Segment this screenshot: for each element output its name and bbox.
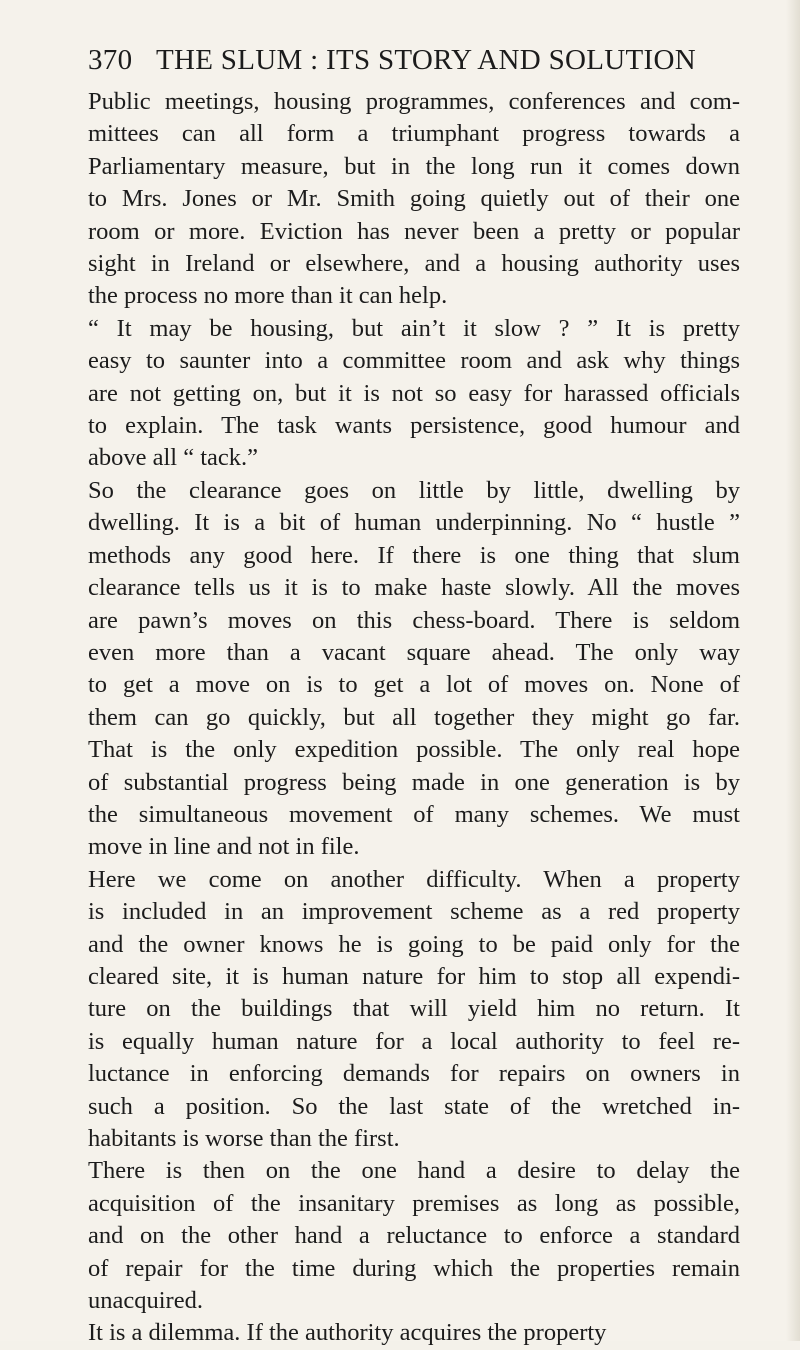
text-line: There is then on the one hand a desire to delay the <box>88 1157 740 1185</box>
text-line: methods any good here. If there is one thing that slum <box>88 541 740 569</box>
text-line: the process no more than it can help. <box>88 282 448 310</box>
paragraph <box>88 313 740 475</box>
text-line: and on the other hand a reluctance to enforce a standard <box>88 1222 740 1250</box>
text-line: room or more. Eviction has never been a pretty or popular <box>88 217 740 245</box>
text-line: above all “ tack.” <box>88 444 259 472</box>
text-line: Here we come on another difficulty. When a property <box>88 865 740 893</box>
text-line: to explain. The task wants persistence, good humour and <box>88 412 740 440</box>
text-line: luctance in enforcing demands for repairs on owners in <box>88 1060 740 1088</box>
running-header <box>88 44 748 84</box>
text-line: dwelling. It is a bit of human underpinning. No “ hustle ” <box>88 509 740 537</box>
text-line: are pawn’s moves on this chess-board. There is seldom <box>88 606 740 634</box>
text-line: to get a move on is to get a lot of moves on. None of <box>88 671 740 699</box>
text-line: unacquired. <box>88 1287 203 1315</box>
paragraph <box>88 864 740 1156</box>
text-line: cleared site, it is human nature for him to stop all expendi- <box>88 962 740 990</box>
paragraph <box>88 1155 740 1317</box>
text-line: So the clearance goes on little by little, dwelling by <box>88 476 740 504</box>
text-line: “ It may be housing, but ain’t it slow ? ” It is pretty <box>88 314 740 342</box>
text-line: of substantial progress being made in one generation is by <box>88 768 740 796</box>
body-text <box>88 86 740 1350</box>
text-line: It is a dilemma. If the authority acquires the property <box>88 1319 607 1347</box>
text-line: That is the only expedition possible. The only real hope <box>88 736 740 764</box>
paragraph <box>88 1317 740 1349</box>
text-line: even more than a vacant square ahead. The only way <box>88 638 740 666</box>
page-edge-shadow <box>786 0 800 1341</box>
text-line: acquisition of the insanitary premises as long as possible, <box>88 1189 740 1217</box>
text-line: ture on the buildings that will yield him no return. It <box>88 995 740 1023</box>
text-line: clearance tells us it is to make haste slowly. All the moves <box>88 574 740 602</box>
text-line: such a position. So the last state of the wretched in- <box>88 1092 740 1120</box>
text-line: and the owner knows he is going to be paid only for the <box>88 930 740 958</box>
text-line: is equally human nature for a local authority to feel re- <box>88 1027 740 1055</box>
text-line: habitants is worse than the first. <box>88 1125 400 1152</box>
text-line: of repair for the time during which the properties remain <box>88 1254 740 1282</box>
running-title: THE SLUM : ITS STORY AND SOLUTION <box>155 44 696 76</box>
paragraph <box>88 475 740 864</box>
text-line: to Mrs. Jones or Mr. Smith going quietly out of their one <box>88 185 740 213</box>
text-line: Parliamentary measure, but in the long run it comes down <box>88 152 740 180</box>
text-line: easy to saunter into a committee room and ask why things <box>88 347 740 375</box>
text-line: mittees can all form a triumphant progress towards a <box>88 120 740 148</box>
page-number: 370 <box>88 44 133 76</box>
paragraph <box>88 86 740 313</box>
text-line: the simultaneous movement of many schemes. We must <box>88 800 740 828</box>
text-line: them can go quickly, but all together they might go far. <box>88 703 740 731</box>
text-line: Public meetings, housing programmes, conferences and com- <box>88 88 740 115</box>
text-line: sight in Ireland or elsewhere, and a housing authority uses <box>88 250 740 278</box>
text-line: are not getting on, but it is not so easy for harassed officials <box>88 379 740 407</box>
text-line: move in line and not in file. <box>88 833 360 861</box>
text-line: is included in an improvement scheme as a red property <box>88 898 740 926</box>
